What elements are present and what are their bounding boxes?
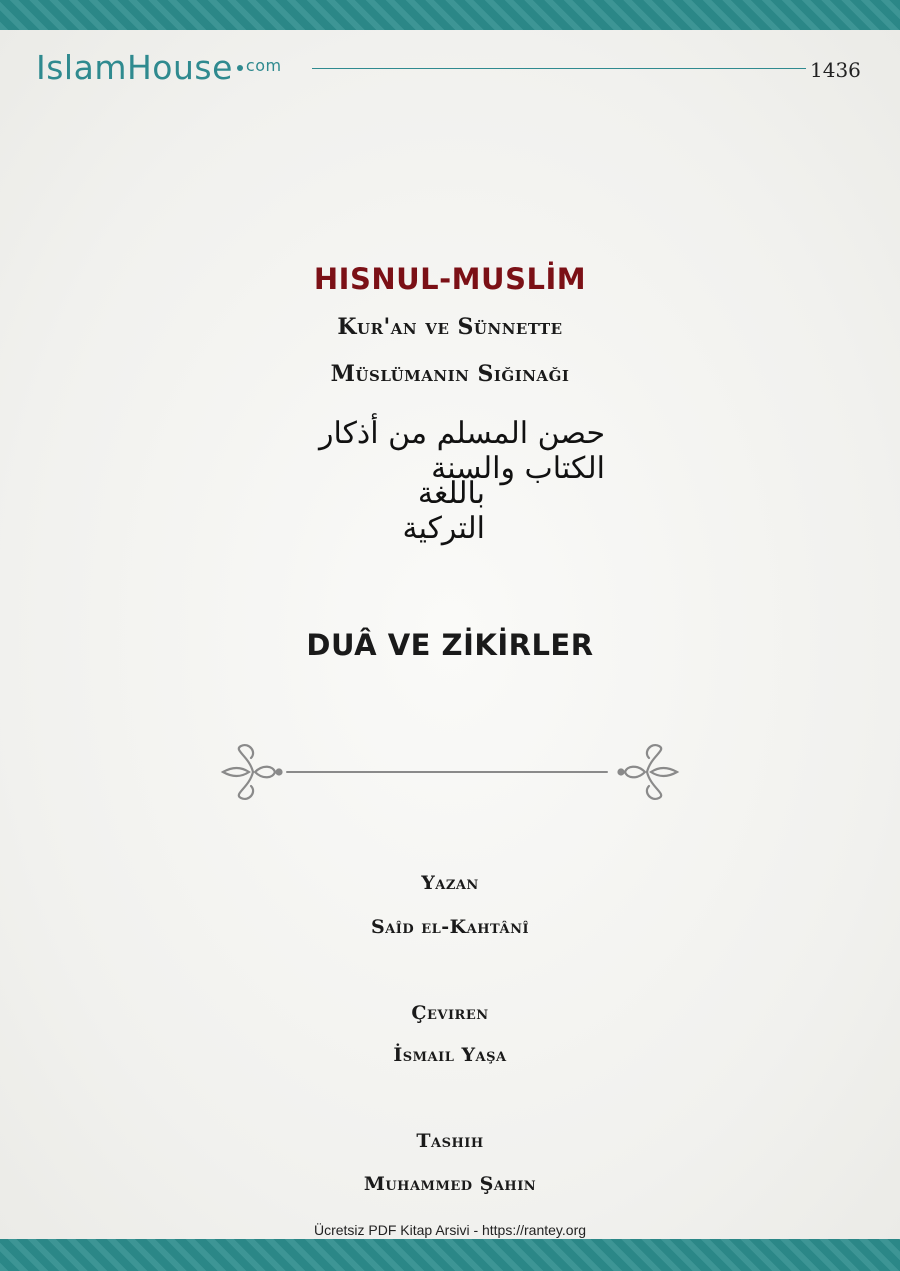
editor-name: Muhammed Şahin (363, 1173, 537, 1195)
author-role: Yazan (421, 872, 479, 894)
book-title: DUÂ VE ZİKİRLER (306, 628, 594, 662)
logo-text: IslamHouse (36, 48, 233, 87)
translator-role: Çeviren (411, 1002, 489, 1024)
top-decorative-band (0, 0, 900, 30)
logo-dot-icon (237, 65, 243, 71)
bottom-decorative-band (0, 1239, 900, 1271)
translator-name: İsmail Yaşa (393, 1044, 507, 1066)
arabic-title-line-1: حصن المسلم من أذكار الكتاب والسنة (319, 416, 605, 486)
author-name: Saîd el-Kahtânî (370, 916, 530, 938)
subtitle-line-2: Müslümanın Sığınağı (330, 361, 570, 387)
subtitle-line-1: Kur'an ve Sünnette (337, 314, 563, 340)
logo-suffix: com (245, 56, 282, 75)
editor-role: Tashih (416, 1130, 484, 1152)
arabic-title-line-2: باللغة التركية (402, 476, 485, 546)
header-rule (312, 68, 806, 69)
islamhouse-logo (36, 48, 282, 87)
footer-watermark-text: Ücretsiz PDF Kitap Arsivi - https://rantey.org (313, 1222, 587, 1238)
year-label: 1436 (810, 58, 861, 82)
divider-ornament-icon (215, 742, 685, 802)
book-series-title: HISNUL-MUSLİM (313, 262, 587, 296)
